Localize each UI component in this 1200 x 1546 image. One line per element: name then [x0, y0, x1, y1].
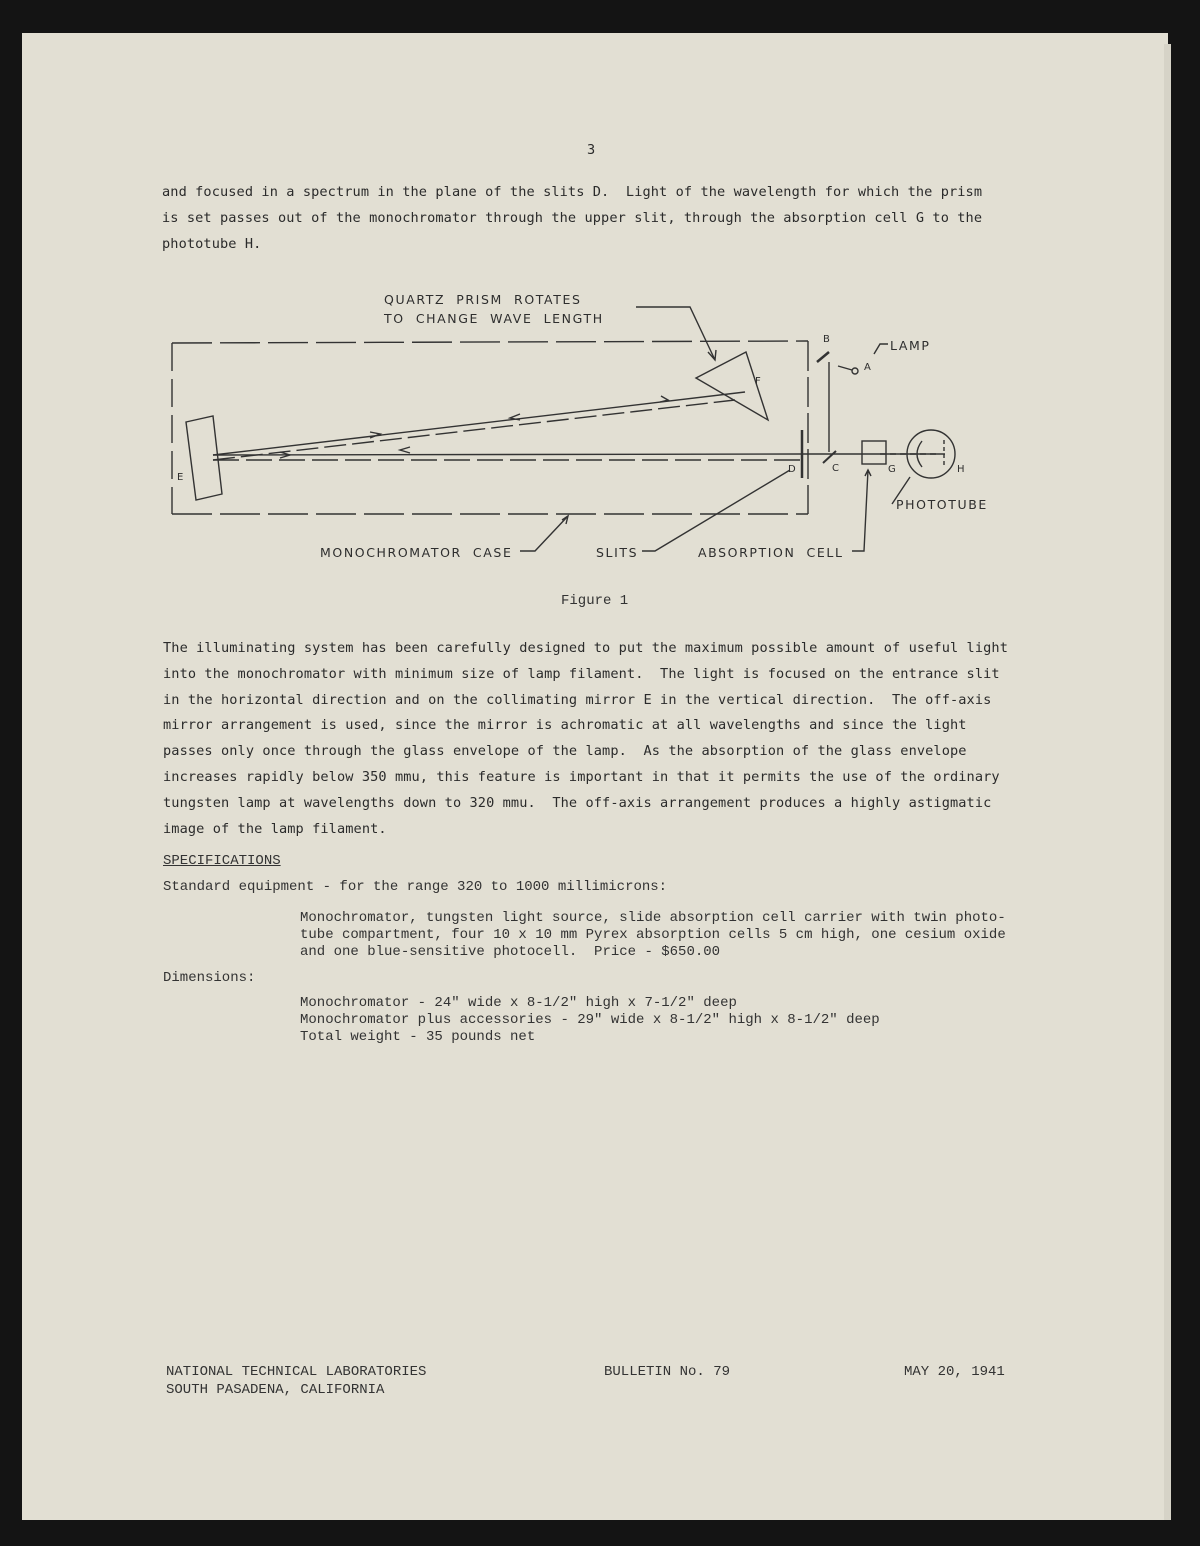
light-path-return	[213, 400, 735, 460]
standard-line-2: tube compartment, four 10 x 10 mm Pyrex absorption cells 5 cm high, one cesium oxide	[300, 927, 1006, 943]
body-line-2: into the monochromator with minimum size of lamp filament. The light is focused on the entrance slit	[163, 666, 1000, 682]
intro-line-3: phototube H.	[162, 236, 262, 252]
footer-date: MAY 20, 1941	[904, 1364, 1005, 1380]
prism-label-line-2: TO CHANGE WAVE LENGTH	[384, 311, 604, 326]
case-top-edge	[172, 341, 808, 343]
footer-org-line-1: NATIONAL TECHNICAL LABORATORIES	[166, 1364, 427, 1380]
lamp-label: LAMP	[890, 338, 931, 353]
body-line-5: passes only once through the glass envelope of the lamp. As the absorption of the glass envelope	[163, 743, 967, 759]
mirror-e	[186, 416, 222, 500]
letter-e: E	[177, 472, 184, 483]
body-line-3: in the horizontal direction and on the collimating mirror E in the vertical direction. The off-axis	[163, 692, 992, 708]
body-line-6: increases rapidly below 350 mmu, this feature is important in that it permits the use of the ordinary	[163, 769, 1000, 785]
absorption-cell-g	[862, 441, 886, 464]
intro-line-2: is set passes out of the monochromator through the upper slit, through the absorption cell G to the	[162, 210, 983, 226]
body-line-4: mirror arrangement is used, since the mirror is achromatic at all wavelengths and since the light	[163, 717, 967, 733]
prism-label-line-1: QUARTZ PRISM ROTATES	[384, 292, 582, 307]
dimension-line-1: Monochromator - 24" wide x 8-1/2" high x 7-1/2" deep	[300, 995, 737, 1011]
standard-line-1: Monochromator, tungsten light source, slide absorption cell carrier with twin photo-	[300, 910, 1006, 926]
body-line-8: image of the lamp filament.	[163, 821, 387, 837]
standard-equipment-label: Standard equipment - for the range 320 to 1000 millimicrons:	[163, 879, 668, 895]
footer-bulletin: BULLETIN No. 79	[604, 1364, 731, 1380]
letter-a: A	[864, 362, 871, 373]
light-path-axis	[213, 454, 805, 455]
monochromator-case-label: MONOCHROMATOR CASE	[320, 545, 513, 560]
dimensions-label: Dimensions:	[163, 970, 256, 986]
cell-leader	[852, 470, 868, 551]
letter-d: D	[788, 464, 796, 475]
case-leader	[520, 516, 568, 551]
mirror-c	[823, 451, 836, 463]
slits-label: SLITS	[596, 545, 639, 560]
dimension-line-3: Total weight - 35 pounds net	[300, 1029, 536, 1045]
lamp-beam	[838, 366, 852, 370]
dimension-line-2: Monochromator plus accessories - 29" wide x 8-1/2" high x 8-1/2" deep	[300, 1012, 880, 1028]
letter-f: F	[755, 376, 761, 387]
absorption-cell-label: ABSORPTION CELL	[698, 545, 844, 560]
light-path-upper	[213, 392, 745, 455]
body-line-1: The illuminating system has been carefully designed to put the maximum possible amount of useful light	[163, 640, 1008, 656]
page-number: 3	[587, 142, 596, 158]
phototube-label: PHOTOTUBE	[896, 497, 988, 512]
letter-c: C	[832, 463, 839, 474]
lamp-a	[852, 368, 858, 374]
specifications-heading: SPECIFICATIONS	[163, 853, 281, 869]
figure-caption: Figure 1	[561, 593, 629, 609]
footer-org-line-2: SOUTH PASADENA, CALIFORNIA	[166, 1382, 385, 1398]
letter-b: B	[823, 334, 830, 345]
letter-h: H	[957, 464, 965, 475]
intro-line-1: and focused in a spectrum in the plane of the slits D. Light of the wavelength for which the prism	[162, 184, 983, 200]
lamp-leader	[874, 344, 888, 354]
letter-g: G	[888, 464, 896, 475]
standard-line-3: and one blue-sensitive photocell. Price - $650.00	[300, 944, 721, 960]
prism-leader	[636, 307, 715, 360]
body-line-7: tungsten lamp at wavelengths down to 320 mmu. The off-axis arrangement produces a highly astigmatic	[163, 795, 992, 811]
slits-leader	[642, 470, 790, 551]
mirror-b	[817, 352, 829, 362]
